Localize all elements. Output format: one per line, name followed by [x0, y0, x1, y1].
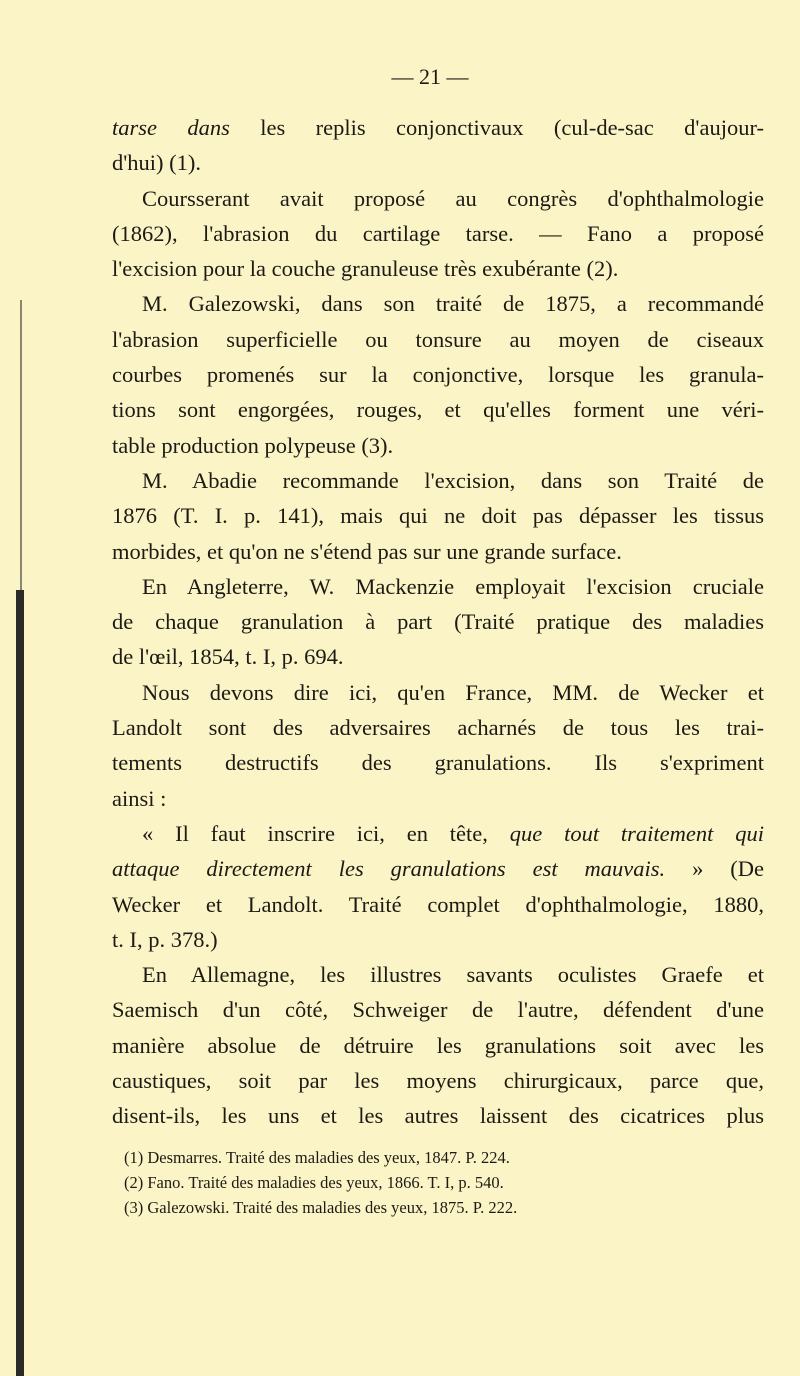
footnotes [112, 1145, 752, 1220]
text-line [112, 569, 764, 604]
text-segment: morbides, et qu'on ne s'étend pas sur une grande surface. [112, 538, 622, 564]
text-segment: les replis conjonctivaux (cul-de-sac d'aujour- [229, 115, 764, 140]
text-line [112, 1098, 764, 1133]
page-number: — 21 — [391, 64, 469, 89]
text-segment: l'excision pour la couche granuleuse très exubérante (2). [112, 256, 619, 282]
text-segment: Wecker et Landolt. Traité complet d'ophthalmologie, 1880, [112, 891, 764, 917]
text-line [112, 992, 764, 1027]
text-segment: Nous devons dire ici, qu'en France, MM. de Wecker et [142, 679, 764, 705]
text-line [112, 392, 764, 427]
text-segment: Coursserant avait proposé au congrès d'ophthalmologie [142, 185, 764, 211]
text-segment: tements destructifs des granulations. Ils s'expriment [112, 750, 764, 776]
text-line [112, 922, 764, 957]
text-line [112, 216, 764, 251]
text-segment: disent-ils, les uns et les autres laissent des cicatrices plus [112, 1103, 764, 1129]
text-line [112, 851, 764, 886]
text-segment: t. I, p. 378.) [112, 926, 218, 952]
text-line [112, 251, 764, 286]
text-segment: tions sont engorgées, rouges, et qu'elles forment une véri- [112, 397, 764, 423]
text-segment: Landolt sont des adversaires acharnés de tous les trai- [112, 715, 764, 741]
italic-text: tarse dans [112, 115, 230, 140]
text-line [112, 428, 764, 463]
text-line [112, 675, 764, 710]
text-segment: de l'œil, 1854, t. I, p. 694. [112, 644, 344, 670]
italic-text: attaque directement les granulations est mauvais. [112, 856, 666, 882]
text-segment: M. Abadie recommande l'excision, dans son Traité de [142, 467, 764, 493]
text-segment: caustiques, soit par les moyens chirurgicaux, parce que, [112, 1068, 764, 1094]
text-segment: ainsi : [112, 785, 167, 811]
text-segment: En Allemagne, les illustres savants oculistes Graefe et [142, 962, 764, 988]
text-line [112, 463, 764, 498]
text-segment: l'abrasion superficielle ou tonsure au moyen de ciseaux [112, 326, 764, 352]
text-line [112, 181, 764, 216]
text-segment: courbes promenés sur la conjonctive, lorsque les granula- [112, 362, 764, 388]
footnote: (2) Fano. Traité des maladies des yeux, 1866. T. I, p. 540. [124, 1173, 504, 1192]
text-segment: de chaque granulation à part (Traité pratique des maladies [112, 609, 764, 635]
text-line [112, 957, 764, 992]
text-line [112, 286, 764, 321]
text-line [112, 639, 764, 674]
text-segment: 1876 (T. I. p. 141), mais qui ne doit pas dépasser les tissus [112, 503, 764, 529]
footnote: (3) Galezowski. Traité des maladies des yeux, 1875. P. 222. [124, 1198, 518, 1217]
text-segment: table production polypeuse (3). [112, 432, 394, 458]
text-line [112, 710, 764, 745]
text-line [112, 781, 764, 816]
text-segment: « Il faut inscrire ici, en tête, [142, 820, 510, 846]
text-line [112, 534, 764, 569]
text-line [112, 816, 764, 851]
text-line [112, 604, 764, 639]
text-line [112, 745, 764, 780]
text-segment: manière absolue de détruire les granulations soit avec les [112, 1032, 764, 1058]
text-segment: (1862), l'abrasion du cartilage tarse. — Fano a proposé [112, 220, 764, 246]
text-segment: M. Galezowski, dans son traité de 1875, a recommandé [142, 291, 764, 317]
text-line [112, 110, 764, 145]
text-segment: » (De [665, 856, 765, 882]
book-binding-edge [16, 590, 24, 1376]
text-line [112, 1063, 764, 1098]
text-line [112, 357, 764, 392]
footnote: (1) Desmarres. Traité des maladies des yeux, 1847. P. 224. [124, 1148, 510, 1167]
text-line [112, 887, 764, 922]
text-segment: d'hui) (1). [112, 150, 202, 176]
italic-text: que tout traitement qui [509, 820, 764, 846]
text-line [112, 322, 764, 357]
text-line [112, 1028, 764, 1063]
text-line [112, 145, 764, 180]
text-segment: Saemisch d'un côté, Schweiger de l'autre, défendent d'une [112, 997, 764, 1023]
text-segment: En Angleterre, W. Mackenzie employait l'excision cruciale [142, 573, 764, 599]
body-text [112, 110, 764, 1134]
page-gutter-line [20, 300, 22, 590]
text-line [112, 498, 764, 533]
